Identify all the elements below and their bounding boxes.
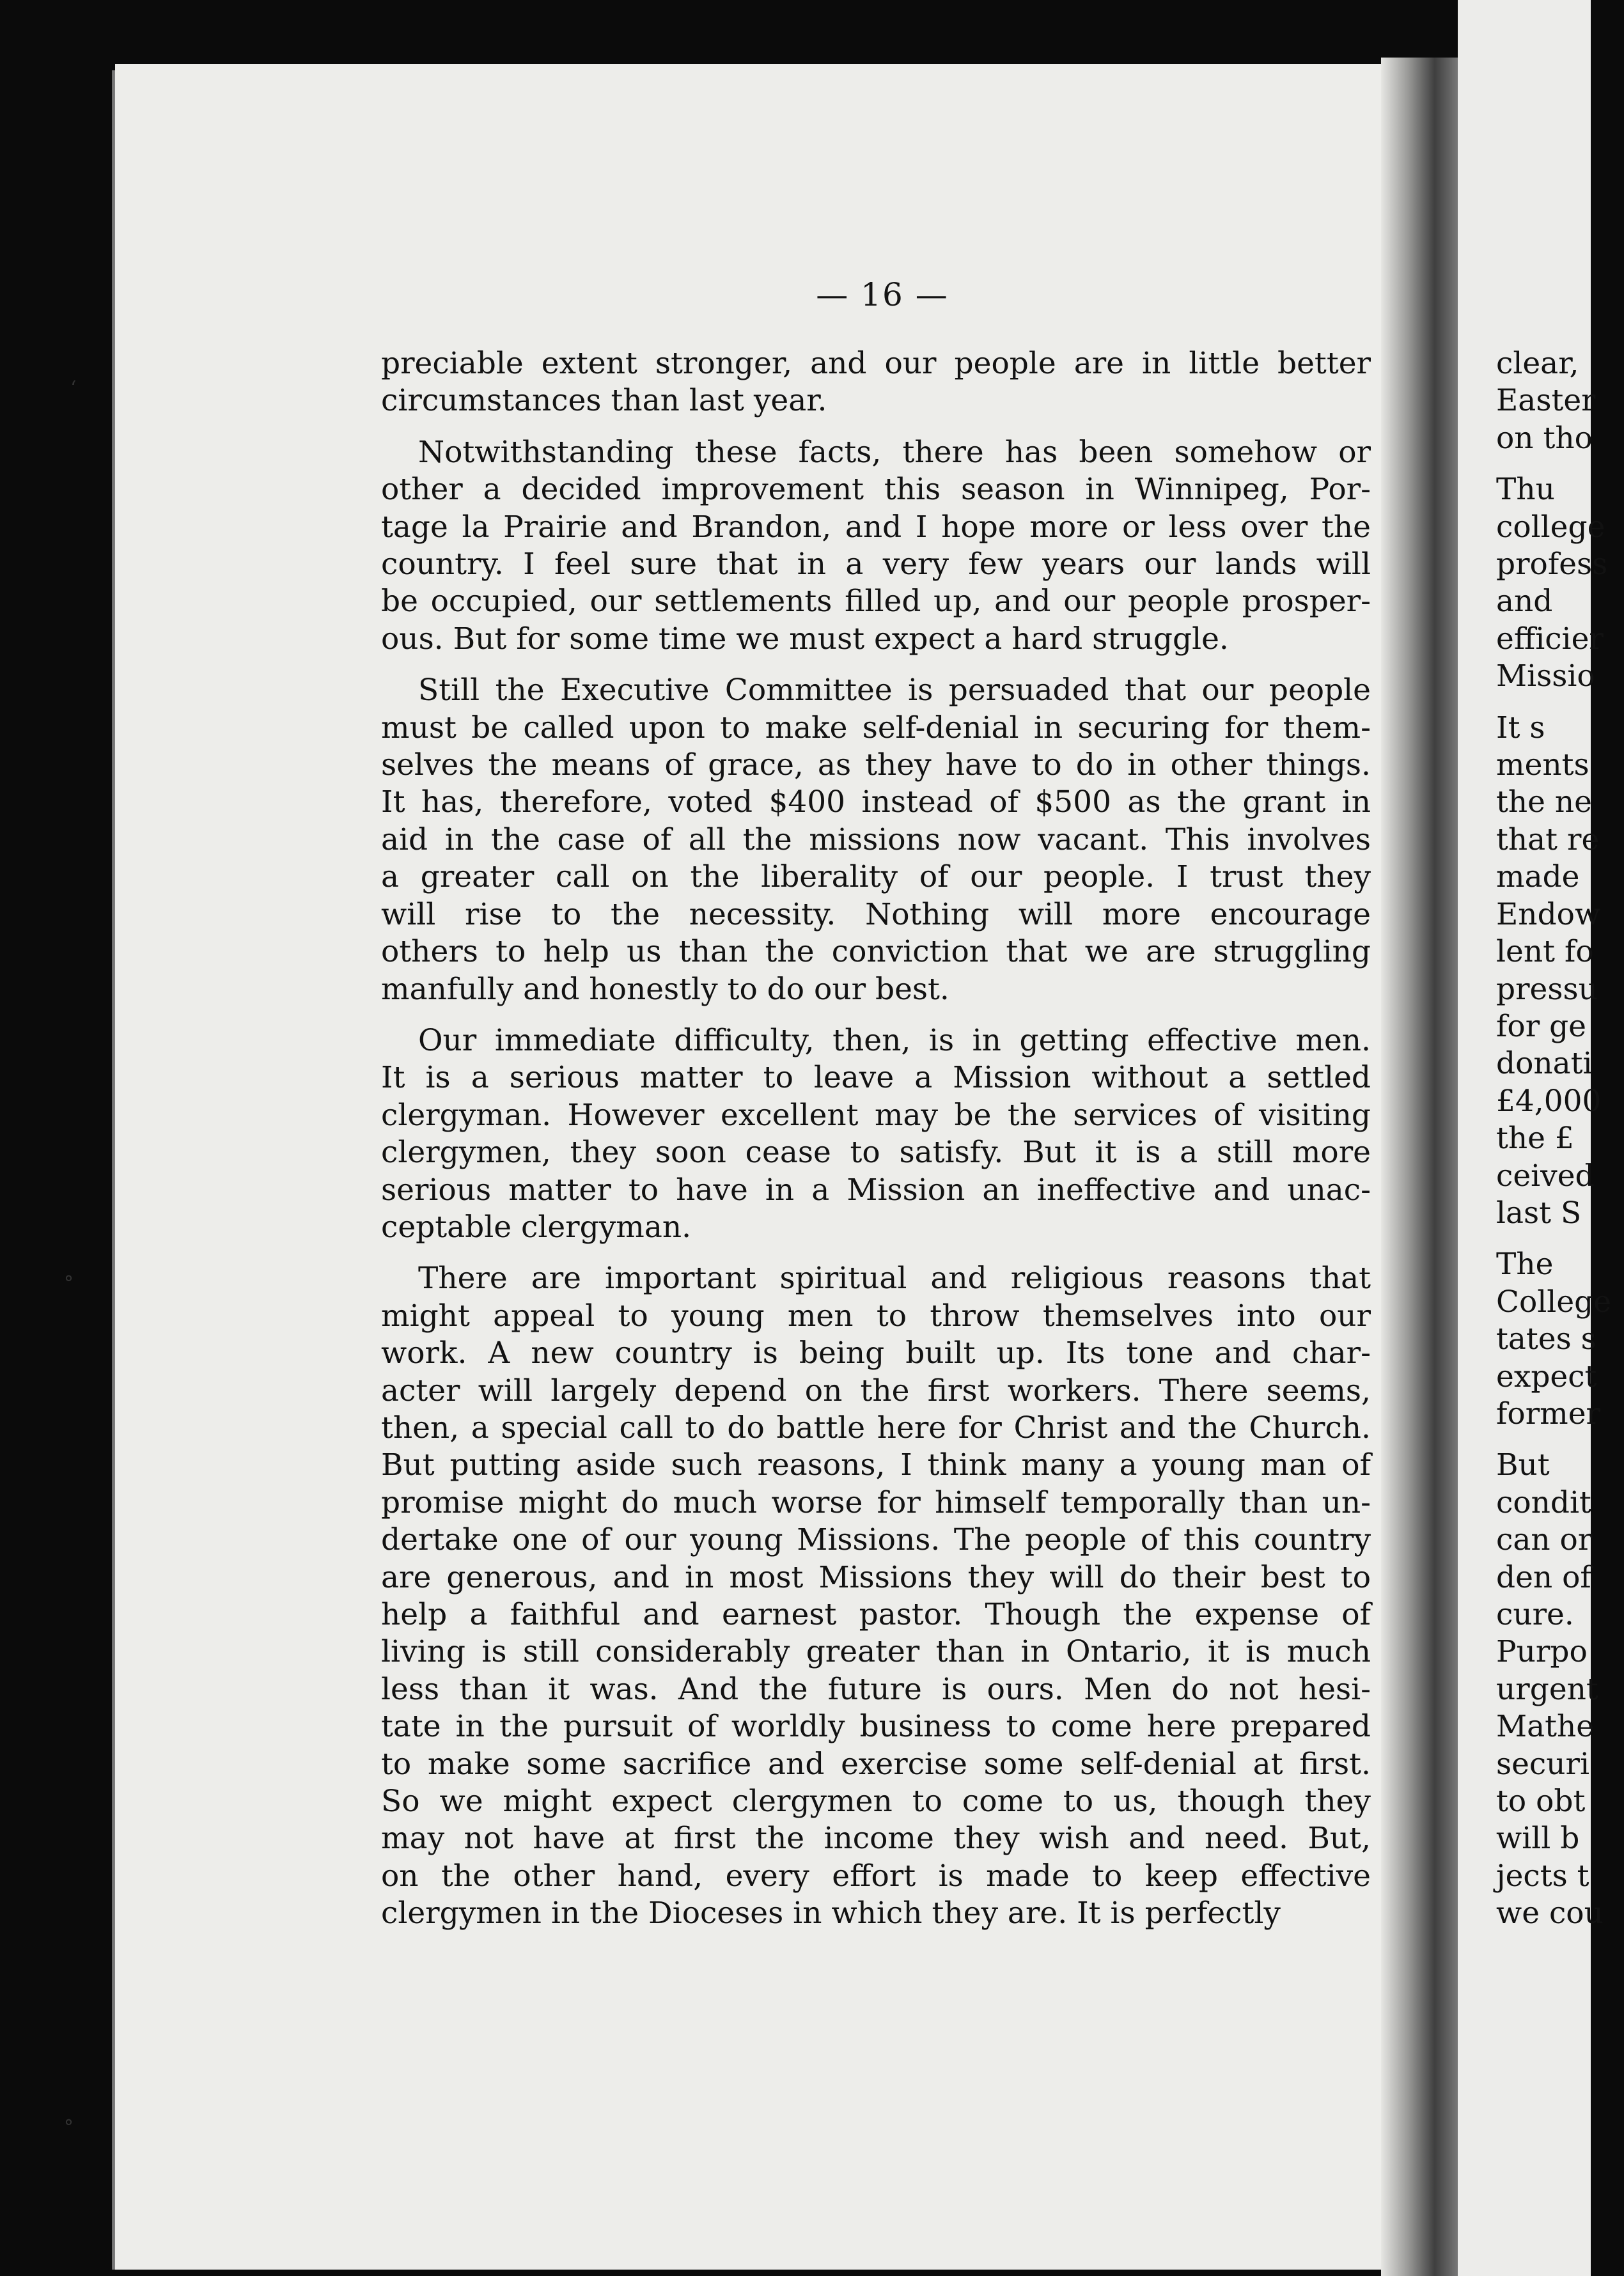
text-line: might appeal to young men to throw themselves into our — [381, 1298, 1371, 1334]
scan-speck: ʻ — [70, 377, 77, 400]
text-line: Notwithstanding these facts, there has been somehow or — [418, 434, 1371, 470]
facing-page-line: pressu — [1496, 971, 1598, 1007]
text-line: living is still considerably greater than in Ontario, it is much — [381, 1634, 1371, 1670]
facing-page-line: securi — [1496, 1746, 1590, 1782]
facing-page-line: tates s — [1496, 1321, 1597, 1357]
scan-speck: ° — [64, 2116, 74, 2139]
text-line: clergymen in the Dioceses in which they are. It is perfectly — [381, 1896, 1281, 1931]
facing-page-line: for ge — [1496, 1008, 1586, 1044]
facing-page-line: Purpo — [1496, 1634, 1588, 1670]
facing-page-line: Thu — [1496, 472, 1555, 508]
facing-page-line: Missio — [1496, 659, 1595, 694]
text-line: Our immediate difficulty, then, is in getting effective men. — [418, 1022, 1371, 1058]
text-line: aid in the case of all the missions now vacant. This involves — [381, 822, 1371, 857]
text-line: may not have at first the income they wish and need. But, — [381, 1821, 1371, 1857]
text-line: preciable extent stronger, and our people are in little better — [381, 346, 1371, 381]
facing-page-line: The — [1496, 1247, 1554, 1282]
text-line: to make some sacrifice and exercise some self-denial at first. — [381, 1746, 1371, 1782]
body-text — [381, 345, 1371, 1947]
facing-page-line: cure. — [1496, 1597, 1574, 1632]
text-line: So we might expect clergymen to come to us, though they — [381, 1784, 1371, 1820]
text-line: There are important spiritual and religious reasons that — [418, 1261, 1371, 1297]
facing-page-line: we cou — [1496, 1896, 1604, 1931]
text-line: clergyman. However excellent may be the services of visiting — [381, 1097, 1371, 1133]
text-line: must be called upon to make self-denial in securing for them- — [381, 710, 1371, 745]
facing-page-line: will b — [1496, 1821, 1580, 1857]
text-line: other a decided improvement this season in Winnipeg, Por- — [381, 472, 1371, 508]
text-line: on the other hand, every effort is made to keep effective — [381, 1858, 1371, 1894]
text-line: tate in the pursuit of worldly business to come here prepared — [381, 1709, 1371, 1745]
facing-page-line: expect — [1496, 1359, 1597, 1394]
facing-page-line: College — [1496, 1284, 1612, 1320]
text-line: It is a serious matter to leave a Mission without a settled — [381, 1060, 1371, 1096]
paragraph — [381, 672, 1371, 1008]
facing-page-line: on tho — [1496, 420, 1593, 456]
text-line: circumstances than last year. — [381, 383, 827, 419]
facing-page-line: den of — [1496, 1559, 1591, 1595]
facing-page-line: to obt — [1496, 1784, 1586, 1820]
paragraph — [381, 434, 1371, 658]
paragraph-gap — [1496, 457, 1624, 471]
text-line: It has, therefore, voted $400 instead of $500 as the grant in — [381, 784, 1371, 820]
text-line: promise might do much worse for himself temporally than un- — [381, 1485, 1371, 1520]
facing-page-line: Easter — [1496, 383, 1596, 419]
text-line: clergymen, they soon cease to satisfy. But it is a still more — [381, 1135, 1371, 1171]
facing-page-line: But — [1496, 1447, 1550, 1483]
text-line: help a faithful and earnest pastor. Though the expense of — [381, 1597, 1371, 1632]
text-line: selves the means of grace, as they have to do in other things. — [381, 747, 1371, 783]
text-line: are generous, and in most Missions they will do their best to — [381, 1559, 1371, 1595]
facing-page-line: lent fo — [1496, 934, 1594, 970]
facing-page-line: Mathe — [1496, 1709, 1595, 1745]
text-line: manfully and honestly to do our best. — [381, 971, 949, 1007]
paragraph-gap — [1496, 1433, 1624, 1447]
facing-page-line: that re — [1496, 822, 1600, 857]
facing-page-line: It s — [1496, 710, 1545, 745]
text-line: ceptable clergyman. — [381, 1209, 692, 1245]
paragraph-gap — [1496, 696, 1624, 710]
paragraph — [381, 345, 1371, 420]
facing-page-text — [1496, 345, 1624, 1933]
text-line: will rise to the necessity. Nothing will more encourage — [381, 896, 1371, 932]
text-line: dertake one of our young Missions. The people of this country — [381, 1522, 1371, 1558]
text-line: be occupied, our settlements filled up, and our people prosper- — [381, 584, 1371, 620]
text-line: others to help us than the conviction that we are struggling — [381, 934, 1371, 970]
scan-speck: ° — [64, 1272, 74, 1295]
text-line: acter will largely depend on the first workers. There seems, — [381, 1373, 1371, 1408]
facing-page-line: college — [1496, 509, 1605, 545]
facing-page-line: the ne — [1496, 784, 1592, 820]
text-line: serious matter to have in a Mission an ineffective and unac- — [381, 1172, 1371, 1208]
text-line: Still the Executive Committee is persuaded that our people — [418, 673, 1371, 708]
facing-page-line: condit — [1496, 1485, 1591, 1520]
facing-page-line: former — [1496, 1396, 1601, 1431]
facing-page-line: last S — [1496, 1195, 1582, 1231]
facing-page-line: Endow — [1496, 896, 1601, 932]
facing-page-line: made — [1496, 859, 1580, 895]
paragraph — [381, 1260, 1371, 1932]
facing-page-line: efficier — [1496, 621, 1604, 657]
facing-page-line: ments — [1496, 747, 1589, 783]
facing-page-line: urgent — [1496, 1671, 1598, 1707]
page-gutter-shadow — [1381, 58, 1458, 2276]
facing-page-line: and — [1496, 584, 1553, 620]
text-line: less than it was. And the future is ours. Men do not hesi- — [381, 1671, 1371, 1707]
text-line: ous. But for some time we must expect a hard struggle. — [381, 621, 1229, 657]
facing-page-line: can or — [1496, 1522, 1593, 1558]
facing-page-line: jects t — [1496, 1858, 1589, 1894]
text-line: then, a special call to do battle here for Christ and the Church. — [381, 1410, 1371, 1446]
facing-page-line: ceived — [1496, 1158, 1595, 1194]
text-line: country. I feel sure that in a very few years our lands will — [381, 547, 1371, 582]
facing-page-line: profess — [1496, 547, 1608, 582]
facing-page-line: clear, — [1496, 346, 1579, 381]
facing-page-line: donati — [1496, 1046, 1593, 1082]
page-number: — 16 — — [816, 276, 949, 313]
text-line: tage la Prairie and Brandon, and I hope more or less over the — [381, 509, 1371, 545]
facing-page-line: £4,000 — [1496, 1083, 1602, 1119]
text-line: a greater call on the liberality of our people. I trust they — [381, 859, 1371, 895]
paragraph — [381, 1022, 1371, 1246]
text-line: But putting aside such reasons, I think many a young man of — [381, 1447, 1371, 1483]
facing-page-line: the £ — [1496, 1121, 1574, 1157]
paragraph-gap — [1496, 1232, 1624, 1246]
text-line: work. A new country is being built up. Its tone and char- — [381, 1336, 1371, 1371]
